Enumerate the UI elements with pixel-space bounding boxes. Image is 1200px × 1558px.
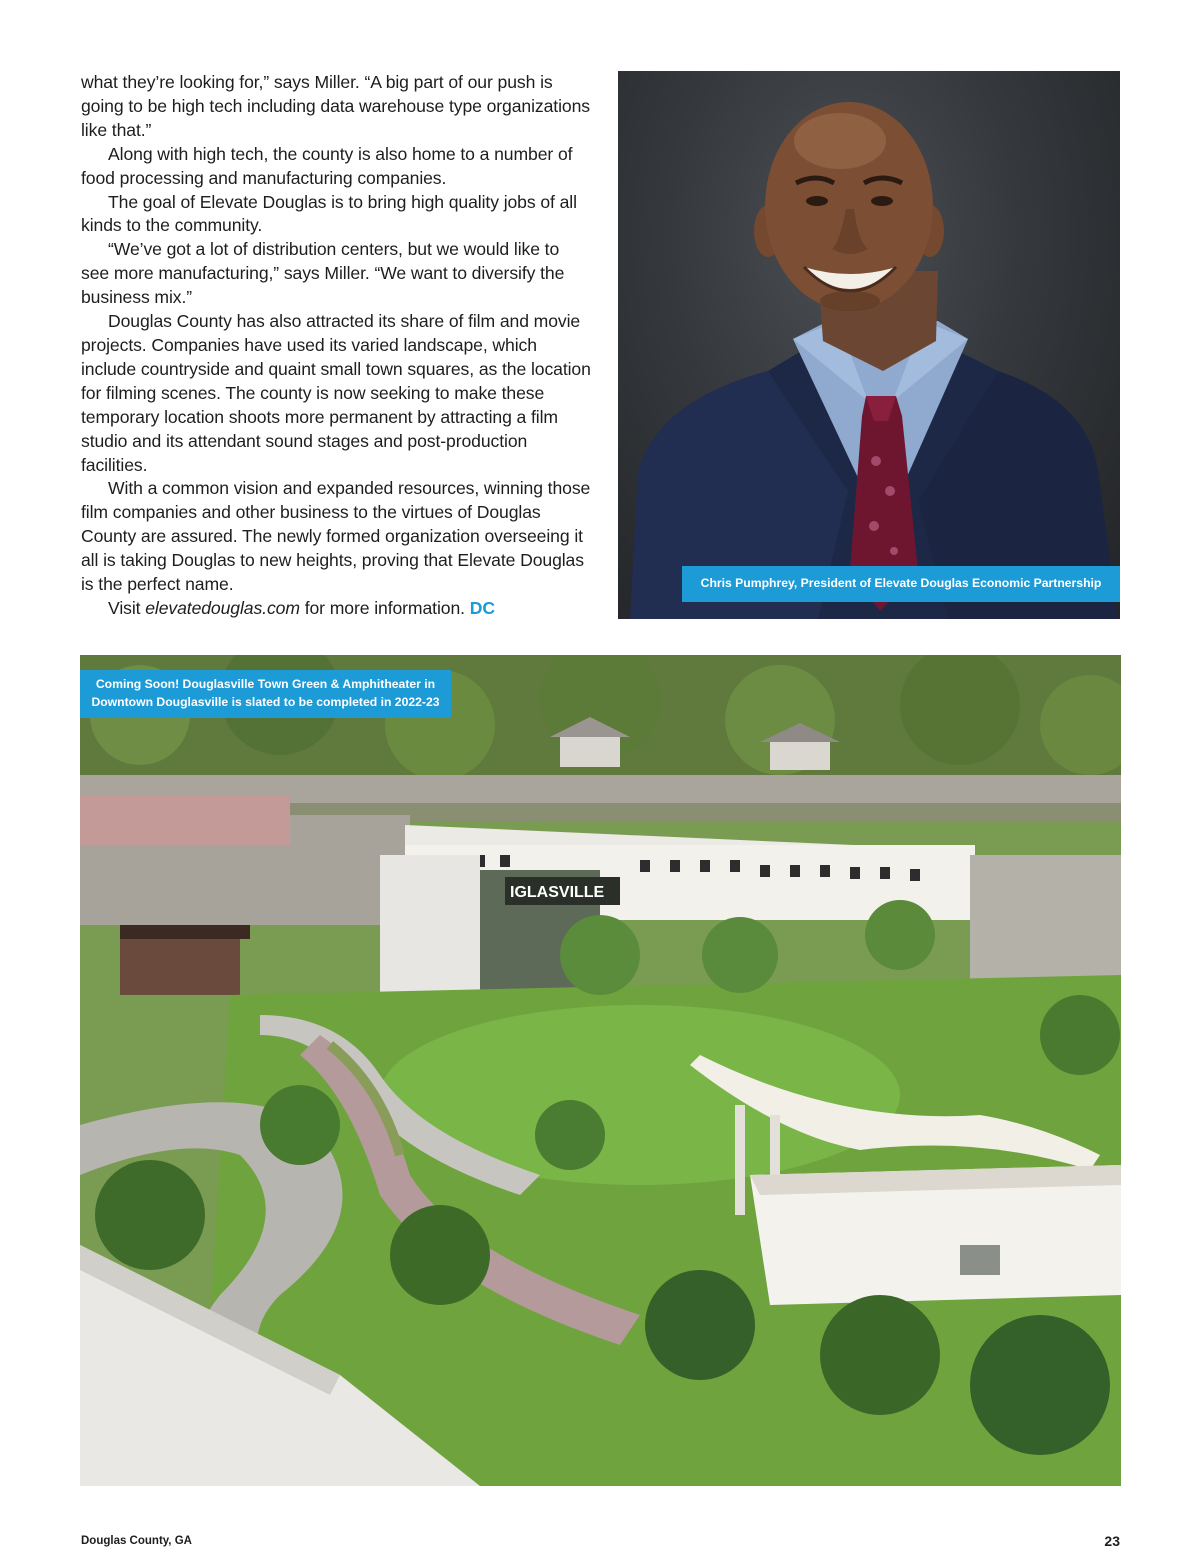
- portrait-caption: Chris Pumphrey, President of Elevate Douglas Economic Partnership: [682, 566, 1120, 602]
- rendering-caption-line: Downtown Douglasville is slated to be completed in 2022-23: [91, 694, 440, 709]
- building-sign: IGLASVILLE: [510, 884, 605, 901]
- publication-name: Douglas County, GA: [81, 1535, 192, 1547]
- portrait-illustration: [618, 71, 1120, 619]
- article-paragraph: “We’ve got a lot of distribution centers, but we would like to see more manufacturing,” says Miller. “We want to diversify the business mix.”: [81, 239, 565, 308]
- end-mark: DC: [469, 597, 495, 618]
- closing-prefix: Visit: [108, 597, 146, 618]
- article-paragraph: With a common vision and expanded resources, winning those film companies and other business to the virtues of Douglas County are assured. The newly formed organization overseeing it all is taking Douglas to new heights, proving that Elevate Douglas is the perfect name.: [81, 478, 591, 595]
- rendering-caption: [80, 670, 451, 718]
- portrait-photo: [618, 71, 1120, 619]
- article-paragraph: what they’re looking for,” says Miller. “A big part of our push is going to be high tech including data warehouse type organizations like that.”: [81, 72, 590, 140]
- rendering-illustration: [80, 655, 1121, 1486]
- page-number: 23: [1104, 1533, 1120, 1549]
- closing-suffix: for more information.: [299, 597, 470, 618]
- article-body: [81, 71, 591, 621]
- website-link[interactable]: elevatedouglas.com: [145, 597, 300, 618]
- article-closing: [81, 597, 591, 621]
- rendering-caption-line: Coming Soon! Douglasville Town Green & Amphitheater in: [95, 677, 436, 691]
- town-green-rendering: [80, 655, 1121, 1486]
- article-paragraph: Douglas County has also attracted its share of film and movie projects. Companies have used its varied landscape, which include countryside and quaint small town squares, as the location for filming scenes. The county is now seeking to make these temporary location shoots more permanent by attracting a film studio and its attendant sound stages and post-production facilities.: [81, 311, 591, 475]
- article-paragraph: Along with high tech, the county is also home to a number of food processing and manufacturing companies.: [81, 143, 573, 188]
- article-paragraph: The goal of Elevate Douglas is to bring high quality jobs of all kinds to the community.: [81, 191, 577, 236]
